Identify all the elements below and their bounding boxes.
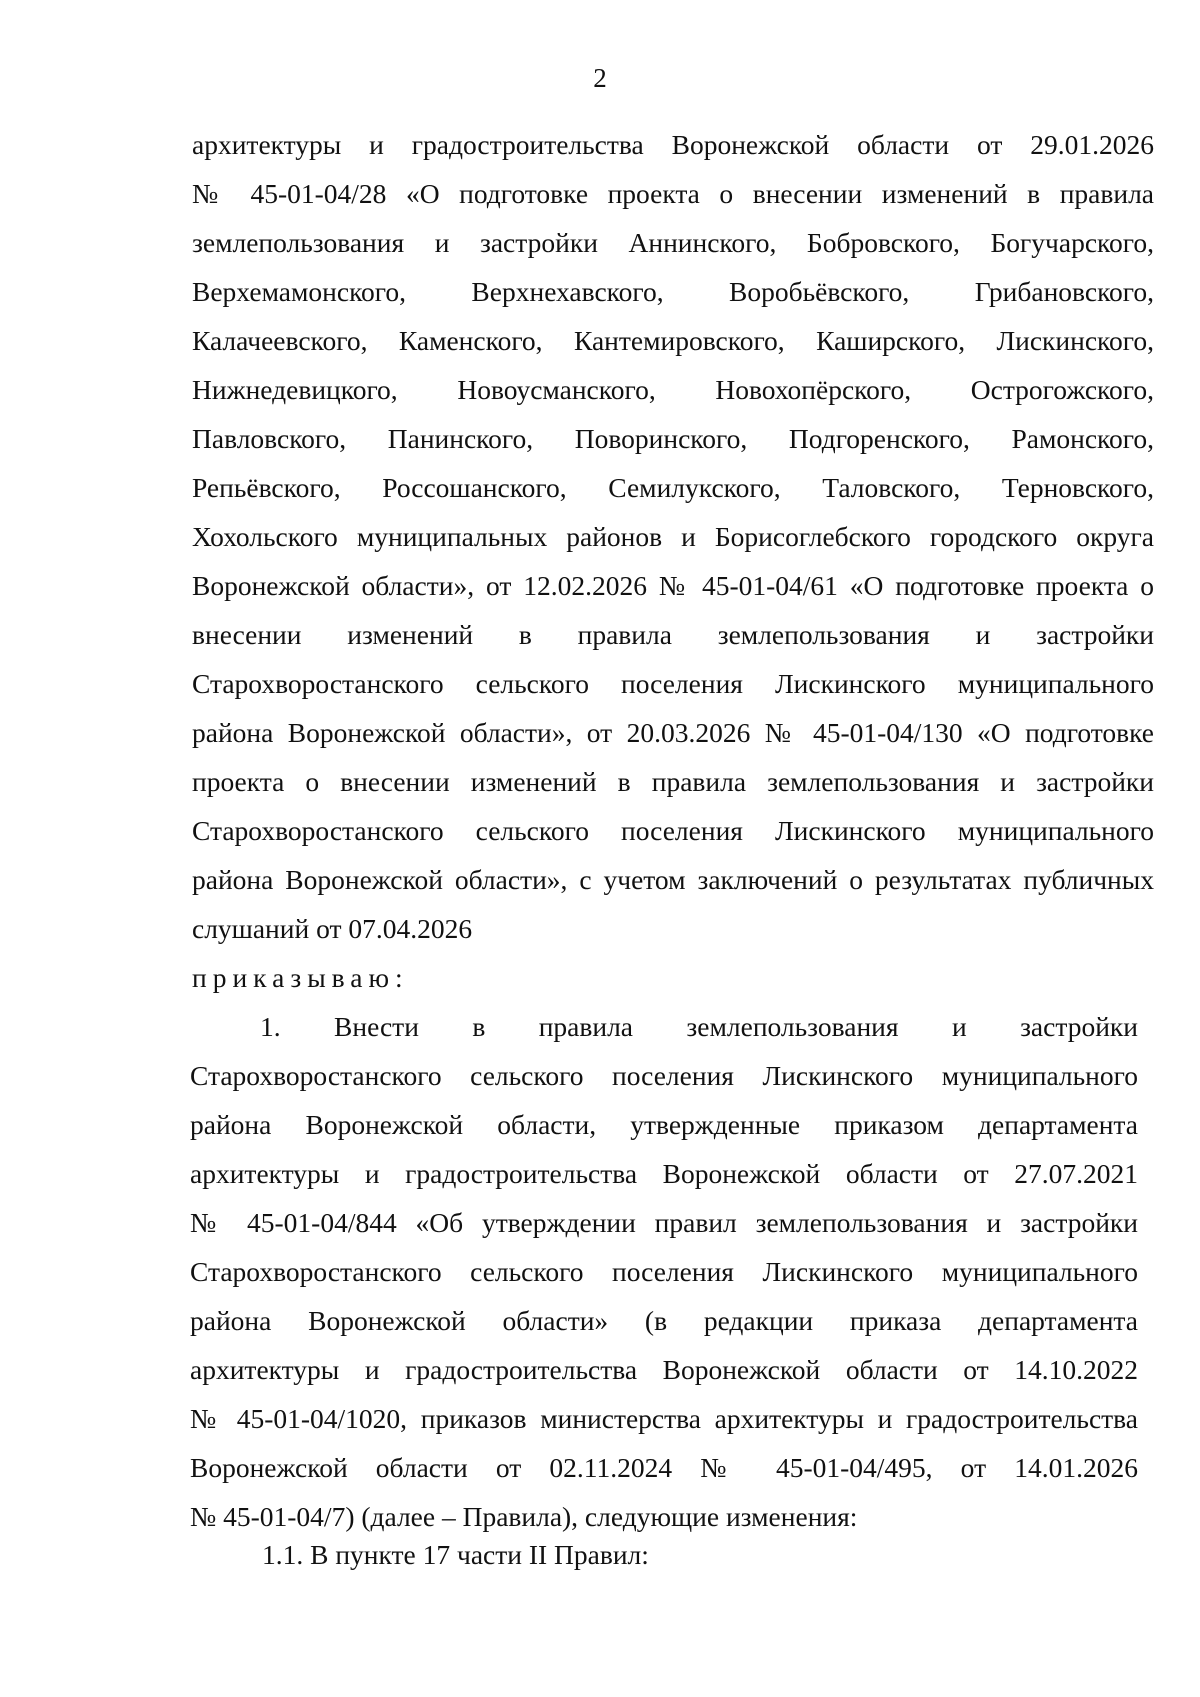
text-line: Старохворостанского сельского поселения Лискинского муниципального [192, 815, 1154, 846]
text-line: № 45-01-04/844 «Об утверждении правил землепользования и застройки [190, 1207, 1138, 1238]
text-line: проекта о внесении изменений в правила землепользования и застройки [192, 766, 1154, 797]
text-line: Верхемамонского, Верхнехавского, Воробьёвского, Грибановского, [192, 276, 1154, 307]
text-line: № 45-01-04/7) (далее – Правила), следующие изменения: [190, 1501, 858, 1532]
preamble-paragraph [192, 120, 1154, 1002]
text-line: Воронежской области от 02.11.2024 № 45-01-04/495, от 14.01.2026 [190, 1452, 1138, 1483]
item-1-paragraph [190, 1002, 1138, 1541]
page-number: 2 [593, 63, 607, 93]
subitem-1-1: 1.1. В пункте 17 части II Правил: [262, 1539, 649, 1570]
order-word: приказываю: [192, 962, 409, 993]
text-line: архитектуры и градостроительства Воронежской области от 27.07.2021 [190, 1158, 1138, 1189]
text-line: Павловского, Панинского, Поворинского, Подгоренского, Рамонского, [192, 423, 1154, 454]
text-line: Хохольского муниципальных районов и Борисоглебского городского округа [192, 521, 1154, 552]
text-line: Калачеевского, Каменского, Кантемировского, Каширского, Лискинского, [192, 325, 1154, 356]
text-line: Старохворостанского сельского поселения Лискинского муниципального [190, 1060, 1138, 1091]
text-line: 1. Внести в правила землепользования и застройки [260, 1011, 1138, 1042]
text-line: района Воронежской области» (в редакции приказа департамента [190, 1305, 1138, 1336]
text-line: Старохворостанского сельского поселения Лискинского муниципального [192, 668, 1154, 699]
text-line: архитектуры и градостроительства Воронежской области от 29.01.2026 [192, 129, 1154, 160]
text-line: архитектуры и градостроительства Воронежской области от 14.10.2022 [190, 1354, 1138, 1385]
text-line: района Воронежской области», с учетом заключений о результатах публичных [192, 864, 1154, 895]
text-line: слушаний от 07.04.2026 [192, 913, 473, 944]
text-line: Воронежской области», от 12.02.2026 № 45-01-04/61 «О подготовке проекта о [192, 570, 1154, 601]
text-line: района Воронежской области, утвержденные приказом департамента [190, 1109, 1138, 1140]
text-line: внесении изменений в правила землепользования и застройки [192, 619, 1154, 650]
text-line: района Воронежской области», от 20.03.2026 № 45-01-04/130 «О подготовке [192, 717, 1154, 748]
text-line: № 45-01-04/1020, приказов министерства архитектуры и градостроительства [190, 1403, 1138, 1434]
text-line: Старохворостанского сельского поселения Лискинского муниципального [190, 1256, 1138, 1287]
text-line: землепользования и застройки Аннинского, Бобровского, Богучарского, [192, 227, 1154, 258]
text-line: Нижнедевицкого, Новоусманского, Новохопёрского, Острогожского, [192, 374, 1154, 405]
text-line: № 45-01-04/28 «О подготовке проекта о внесении изменений в правила [192, 178, 1154, 209]
text-line: Репьёвского, Россошанского, Семилукского, Таловского, Терновского, [192, 472, 1154, 503]
